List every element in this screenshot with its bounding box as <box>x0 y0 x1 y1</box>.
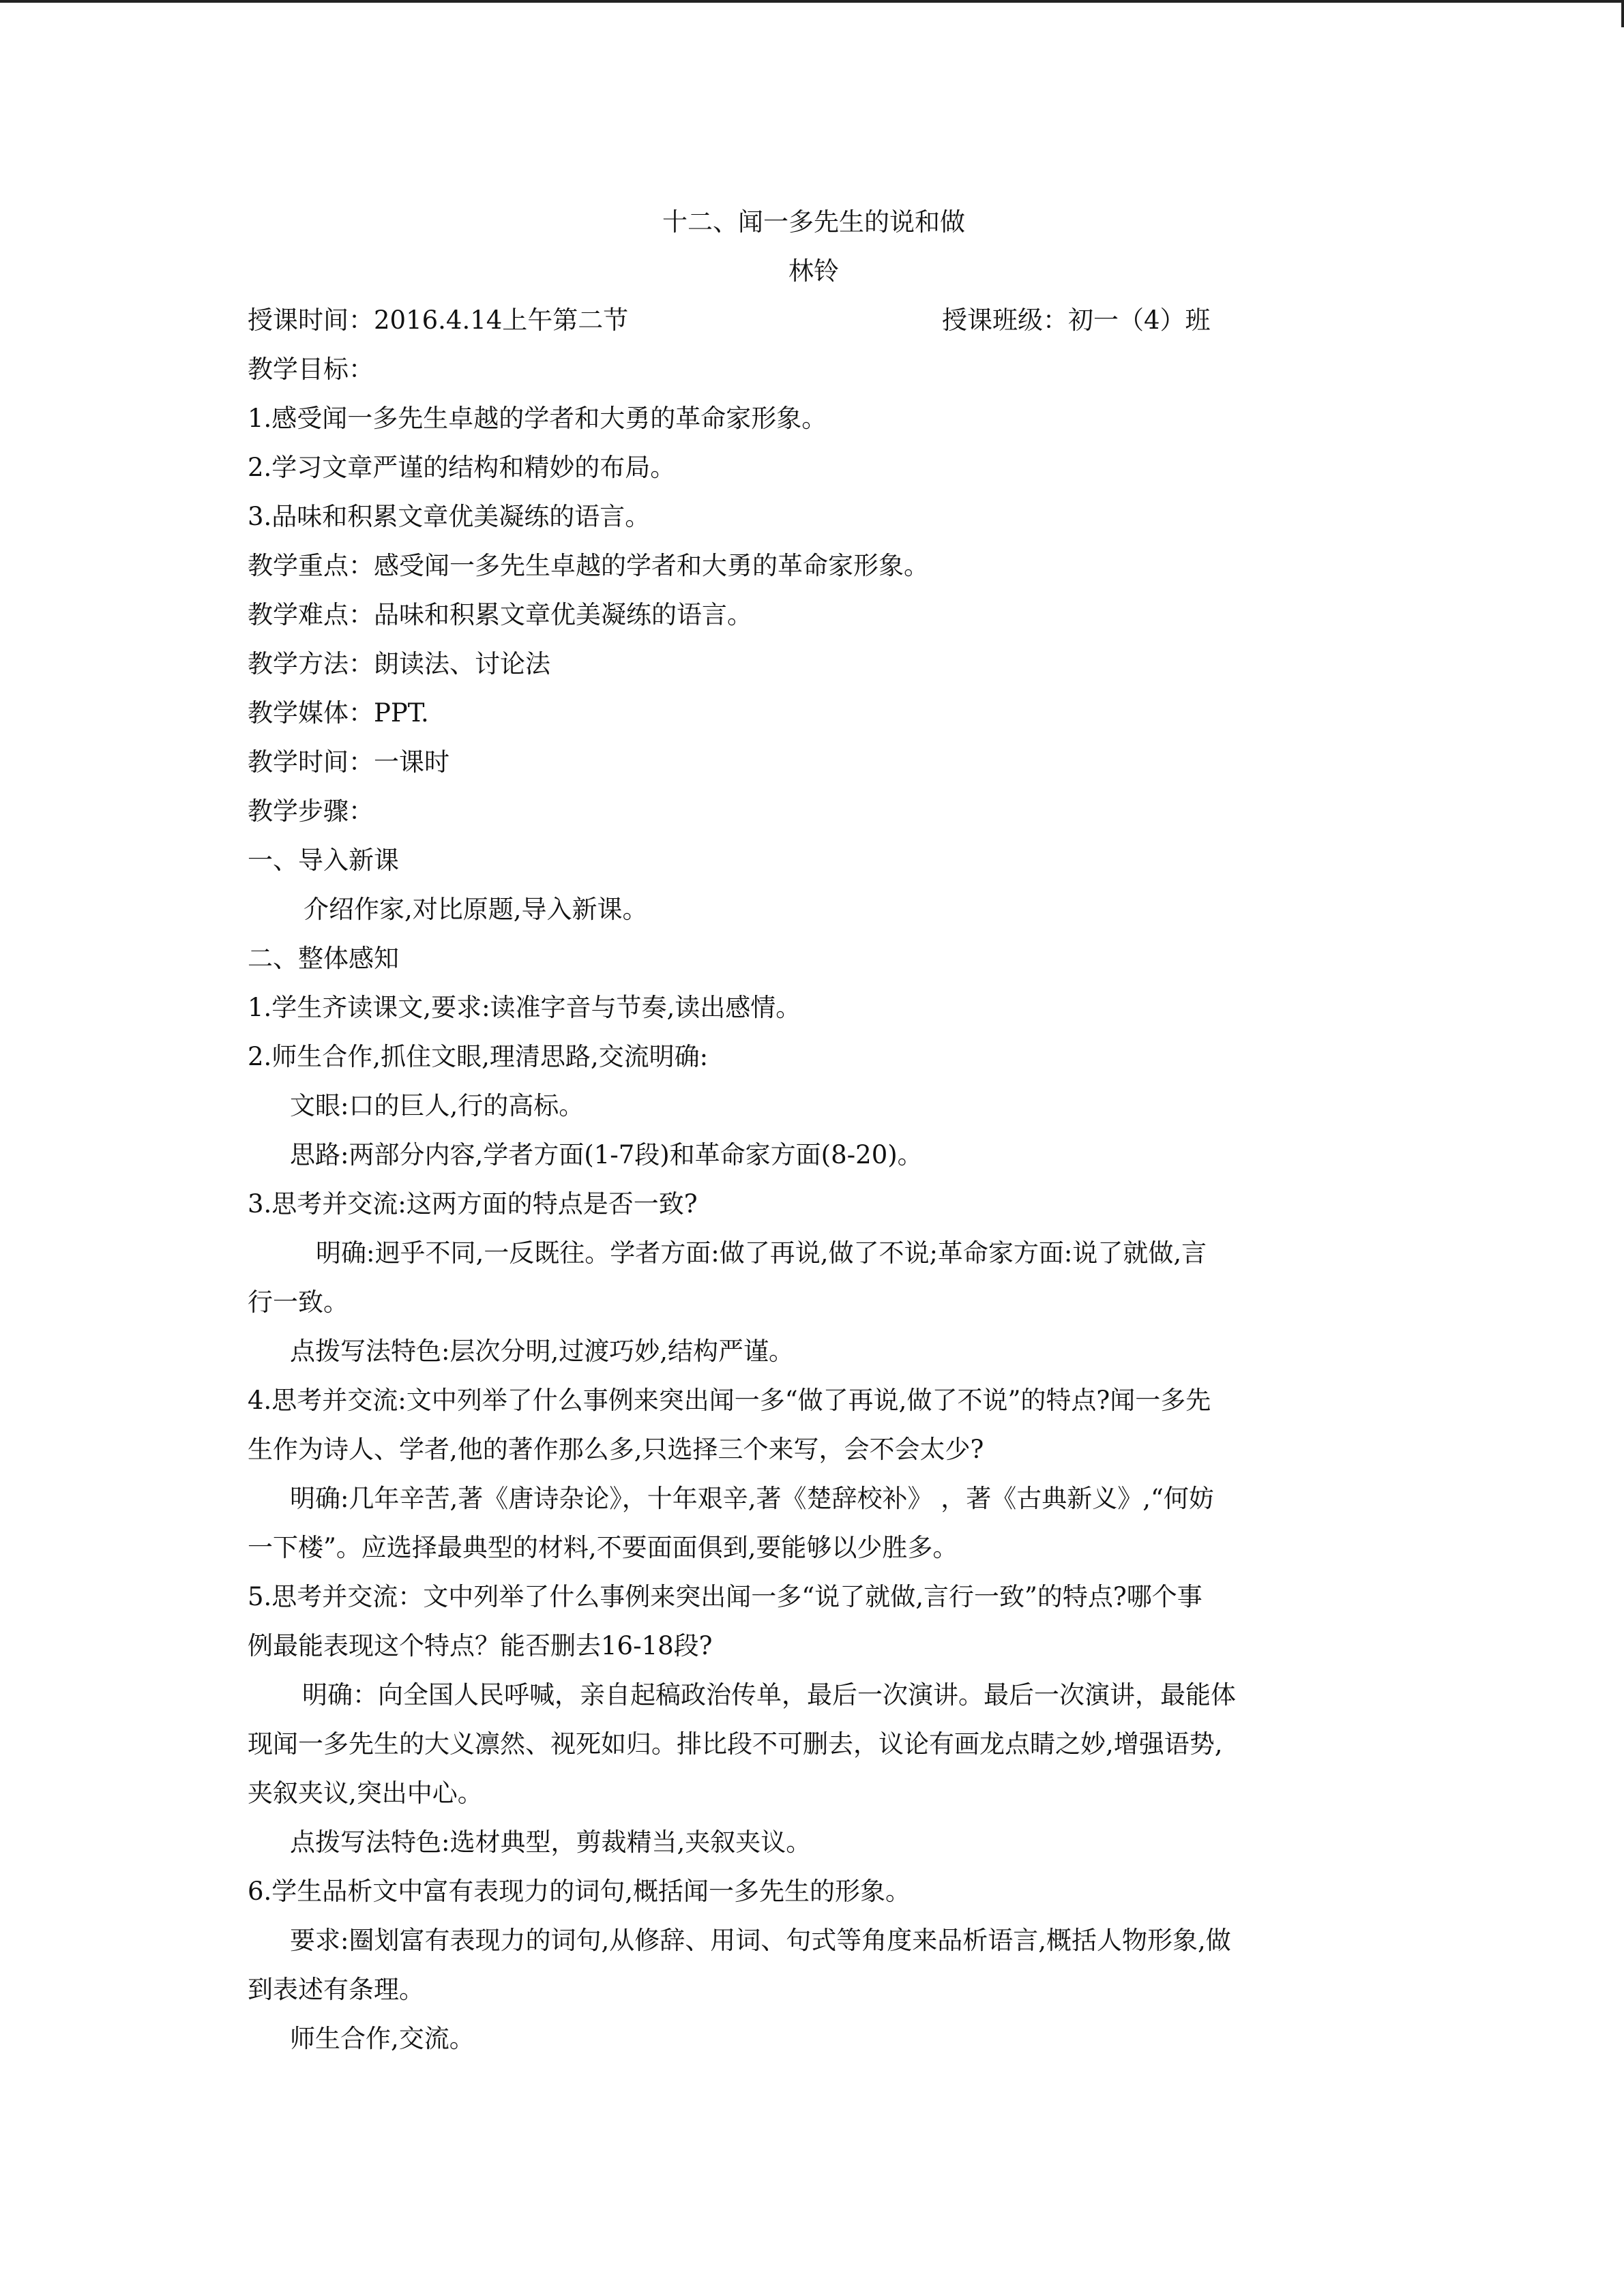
step-item-2-eye: 文眼:口的巨人,行的高标。 <box>290 1091 585 1120</box>
step-item-3-answer: 明确:迥乎不同,一反既往。学者方面:做了再说,做了不说;革命家方面:说了就做,言 <box>316 1238 1207 1268</box>
step-item-1: 1.学生齐读课文,要求:读准字音与节奏,读出感情。 <box>248 993 801 1022</box>
step-item-5-answer-cont2: 夹叙夹议,突出中心。 <box>248 1778 483 1808</box>
step-item-5-cont: 例最能表现这个特点？能否删去16-18段? <box>248 1631 713 1660</box>
step-item-6: 6.学生品析文中富有表现力的词句,概括闻一多先生的形象。 <box>248 1877 911 1906</box>
page-top-border <box>0 0 1624 3</box>
step-item-4-cont: 生作为诗人、学者,他的著作那么多,只选择三个来写，会不会太少? <box>248 1435 984 1464</box>
duration: 教学时间：一课时 <box>248 747 449 777</box>
step-item-4-answer-cont: 一下楼”。应选择最典型的材料,不要面面俱到,要能够以少胜多。 <box>248 1533 958 1562</box>
document-author: 林铃 <box>788 256 839 286</box>
step-item-6-requirement-cont: 到表述有条理。 <box>248 1975 424 2004</box>
page-right-border <box>1621 0 1624 27</box>
step-item-3-tip: 点拨写法特色:层次分明,过渡巧妙,结构严谨。 <box>290 1337 794 1366</box>
step-item-3: 3.思考并交流:这两方面的特点是否一致? <box>248 1189 698 1219</box>
lesson-plan-document <box>248 198 1380 2063</box>
step-item-5: 5.思考并交流：文中列举了什么事例来突出闻一多“说了就做,言行一致”的特点?哪个事 <box>248 1582 1202 1611</box>
goal-item: 1.感受闻一多先生卓越的学者和大勇的革命家形象。 <box>248 404 827 433</box>
step-item-6-requirement: 要求:圈划富有表现力的词句,从修辞、用词、句式等角度来品析语言,概括人物形象,做 <box>290 1926 1231 1955</box>
section-2-heading: 二、整体感知 <box>248 944 399 973</box>
goal-item: 3.品味和积累文章优美凝练的语言。 <box>248 502 651 531</box>
step-item-5-tip: 点拨写法特色:选材典型，剪裁精当,夹叙夹议。 <box>290 1828 812 1857</box>
lesson-time: 授课时间：2016.4.14上午第二节 <box>248 305 629 335</box>
key-point: 教学重点：感受闻一多先生卓越的学者和大勇的革命家形象。 <box>248 551 929 580</box>
step-item-5-answer: 明确：向全国人民呼喊，亲自起稿政治传单，最后一次演讲。最后一次演讲，最能体 <box>302 1680 1236 1710</box>
media: 教学媒体：PPT. <box>248 698 429 728</box>
lesson-class: 授课班级：初一（4）班 <box>942 305 1211 335</box>
meta-row <box>248 296 1380 345</box>
step-item-4-answer: 明确:几年辛苦,著《唐诗杂论》，十年艰辛,著《楚辞校补》 ，著《古典新义》,“何妨 <box>290 1484 1214 1513</box>
method: 教学方法：朗读法、讨论法 <box>248 649 550 679</box>
step-item-2: 2.师生合作,抓住文眼,理清思路,交流明确: <box>248 1042 709 1071</box>
steps-heading: 教学步骤： <box>248 796 374 826</box>
goals-heading: 教学目标： <box>248 355 374 384</box>
step-item-4: 4.思考并交流:文中列举了什么事例来突出闻一多“做了再说,做了不说”的特点?闻一多先 <box>248 1386 1211 1415</box>
document-title: 十二、闻一多先生的说和做 <box>662 207 965 237</box>
section-1-heading: 一、导入新课 <box>248 846 399 875</box>
step-item-6-end: 师生合作,交流。 <box>290 2024 475 2053</box>
goal-item: 2.学习文章严谨的结构和精妙的布局。 <box>248 453 676 482</box>
step-item-5-answer-cont: 现闻一多先生的大义凛然、视死如归。排比段不可删去，议论有画龙点睛之妙,增强语势, <box>248 1729 1223 1759</box>
step-item-3-answer-cont: 行一致。 <box>248 1287 349 1317</box>
difficulty: 教学难点：品味和积累文章优美凝练的语言。 <box>248 600 752 629</box>
section-1-text: 介绍作家,对比原题,导入新课。 <box>304 895 648 924</box>
step-item-2-path: 思路:两部分内容,学者方面(1-7段)和革命家方面(8-20)。 <box>290 1140 923 1169</box>
